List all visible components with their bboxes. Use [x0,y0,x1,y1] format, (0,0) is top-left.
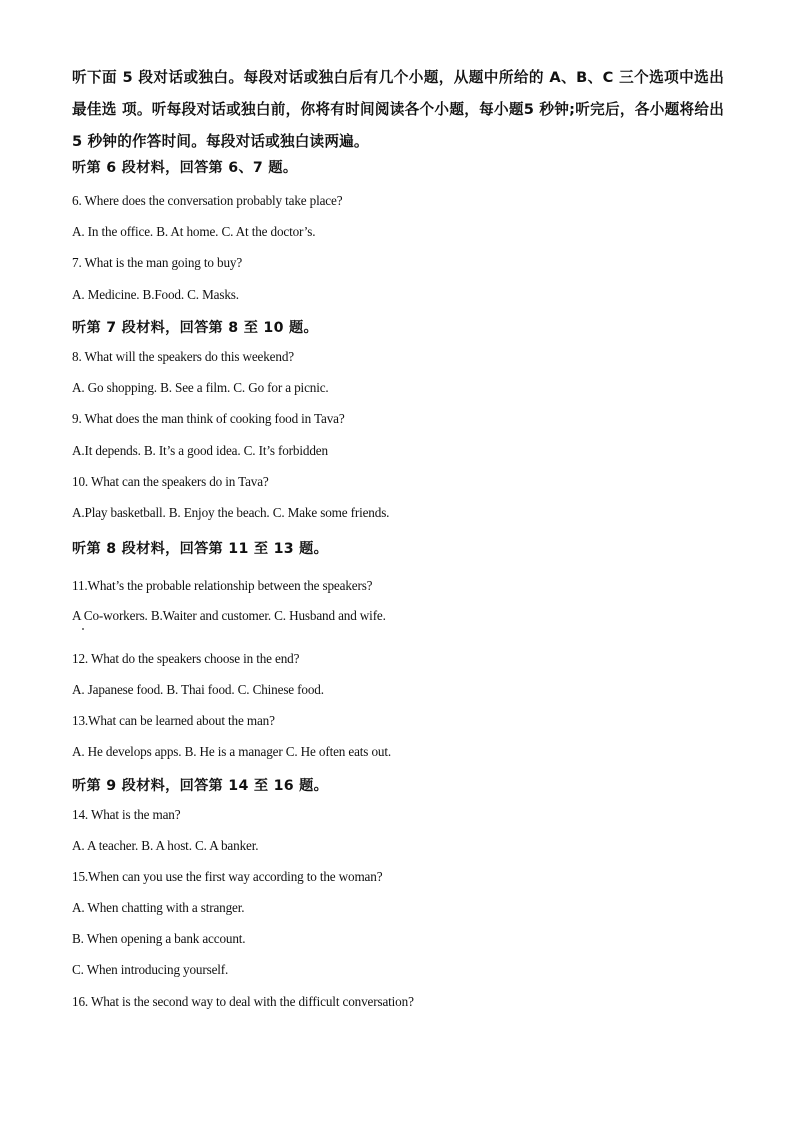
question-line: A. A teacher. B. A host. C. A banker. [72,838,259,853]
question-line: 16. What is the second way to deal with the difficult conversation? [72,994,414,1009]
question-line: A.Play basketball. B. Enjoy the beach. C. Make some friends. [72,505,390,520]
question-line: 7. What is the man going to buy? [72,255,243,270]
question-line: 9. What does the man think of cooking food in Tava? [72,411,345,426]
section-heading: 听第 7 段材料，回答第 8 至 10 题。 [72,320,318,336]
question-line: A. He develops apps. B. He is a manager C. He often eats out. [72,744,391,759]
question-line: A. When chatting with a stranger. [72,900,245,915]
section-heading: 听第 9 段材料，回答第 14 至 16 题。 [72,778,329,794]
question-line: A. In the office. B. At home. C. At the doctor’s. [72,224,316,239]
question-line: A Co-workers. B.Waiter and customer. C. Husband and wife. [72,608,386,623]
question-line: 15.When can you use the first way according to the woman? [72,869,383,884]
section-heading: 听第 8 段材料，回答第 11 至 13 题。 [72,541,329,557]
question-line: A.It depends. B. It’s a good idea. C. It’s forbidden [72,443,328,458]
question-line: 14. What is the man? [72,807,181,822]
question-line: 12. What do the speakers choose in the end? [72,651,300,666]
section-instructions: 听下面 5 段对话或独白。每段对话或独白后有几个小题，从题中所给的 A、B、C 三个选项中选出最佳选 项。听每段对话或独白前，你将有时间阅读各个小题，每小题5 秒钟;听完后，各小题将给出 5 秒钟的作答时间。每段对话或独白读两遍。 [72,69,724,150]
stray-mark [82,628,84,630]
section-heading: 听第 6 段材料，回答第 6、7 题。 [72,160,298,176]
question-line: B. When opening a bank account. [72,931,246,946]
question-line: A. Japanese food. B. Thai food. C. Chinese food. [72,682,324,697]
question-line: 8. What will the speakers do this weekend? [72,349,294,364]
question-line: 11.What’s the probable relationship between the speakers? [72,578,373,593]
question-line: A. Medicine. B.Food. C. Masks. [72,287,239,302]
question-line: 6. Where does the conversation probably take place? [72,193,343,208]
question-line: A. Go shopping. B. See a film. C. Go for a picnic. [72,380,329,395]
question-line: 10. What can the speakers do in Tava? [72,474,269,489]
question-line: C. When introducing yourself. [72,962,229,977]
question-line: 13.What can be learned about the man? [72,713,275,728]
